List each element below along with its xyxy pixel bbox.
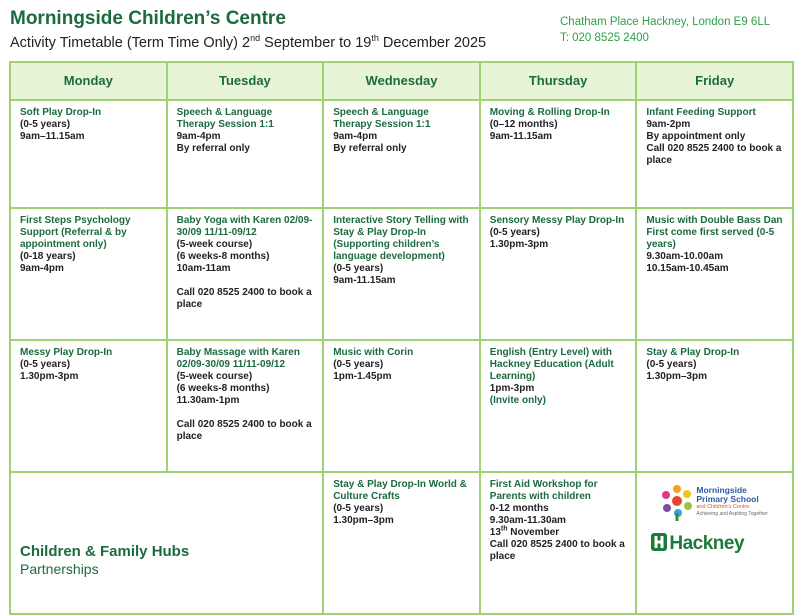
school-logo [659, 483, 789, 523]
timetable-row [10, 208, 793, 340]
hackney-logo [651, 533, 745, 554]
session-detail: (5-week course) [176, 371, 253, 382]
session-detail: 1pm-1.45pm [333, 371, 392, 382]
session-detail: (0-18 years) [20, 251, 76, 262]
hackney-wordmark: Hackney [669, 533, 745, 554]
session-detail: 1.30pm-3pm [20, 371, 79, 382]
timetable-row [10, 100, 793, 208]
timetable-subtitle [10, 34, 486, 52]
school-name [696, 486, 767, 517]
session-detail: Call 020 8525 2400 to book a place [646, 143, 782, 166]
session-detail: 9am-11.15am [333, 275, 396, 286]
hubs-partnership-cell [10, 472, 323, 614]
session-detail: (0–12 months) [489, 119, 558, 130]
school-name-subline: and Children's Centre [696, 504, 750, 510]
session-date-month: November [507, 527, 560, 538]
session-detail: 1.30pm–3pm [333, 515, 394, 526]
session-cell [10, 208, 167, 340]
logos-cell [636, 472, 793, 614]
subtitle-part: Activity Timetable (Term Time Only) 2 [10, 35, 251, 51]
session-date [490, 527, 627, 539]
session-title: Stay & Play Drop-In World & Culture Crafts [333, 479, 467, 502]
timetable [9, 61, 794, 615]
session-detail: (0-5 years) [20, 359, 71, 370]
day-header-monday: Monday [10, 62, 167, 100]
session-title: First Steps Psychology Support (Referral & by appointment only) [20, 215, 131, 250]
timetable-row [10, 472, 793, 614]
session-cell [636, 340, 793, 472]
contact-block [560, 14, 770, 46]
session-cell [323, 340, 480, 472]
sunflower-logo-icon [659, 483, 695, 521]
session-title: First Aid Workshop for Parents with children [489, 479, 598, 502]
booking-info: Call 020 8525 2400 to book a place [176, 287, 312, 310]
session-detail: By appointment only [646, 131, 746, 142]
session-title: Moving & Rolling Drop-In [489, 107, 610, 118]
session-title: Music with Double Bass Dan First come first served (0-5 years) [646, 215, 783, 250]
session-detail: (0-5 years) [333, 503, 384, 514]
session-detail: 0-12 months [489, 503, 549, 514]
session-detail: (6 weeks-8 months) [176, 383, 270, 394]
session-cell [480, 100, 637, 208]
session-title: Infant Feeding Support [646, 107, 756, 118]
address: Chatham Place Hackney, London E9 6LL [560, 16, 771, 28]
day-header-thursday: Thursday [480, 62, 637, 100]
session-detail: (0-5 years) [489, 227, 540, 238]
school-tagline: Achieving and Aspiring Together [696, 511, 768, 517]
session-title: Soft Play Drop-In [20, 107, 102, 118]
session-detail: (0-5 years) [333, 263, 384, 274]
session-cell [10, 340, 167, 472]
session-detail: (0-5 years) [20, 119, 71, 130]
hackney-h-mark-icon [651, 533, 667, 551]
session-detail: 11.30am-1pm [176, 395, 240, 406]
session-detail: 9am-2pm [646, 119, 691, 130]
school-name-line: Morningside [696, 485, 747, 495]
session-title: Stay & Play Drop-In [646, 347, 740, 358]
spacer [177, 407, 314, 419]
telephone: T: 020 8525 2400 [560, 32, 649, 44]
session-detail: 10.15am-10.45am [646, 263, 729, 274]
session-cell [636, 100, 793, 208]
booking-info: Call 020 8525 2400 to book a place [489, 539, 625, 562]
session-title: English (Entry Level) with Hackney Education (Adult Learning) [489, 347, 614, 382]
session-detail: 1pm-3pm [489, 383, 535, 394]
day-header-row [10, 62, 793, 100]
session-detail: 10am-11am [176, 263, 231, 274]
timetable-row [10, 340, 793, 472]
subtitle-sup: th [371, 33, 379, 44]
day-header-friday: Friday [636, 62, 793, 100]
session-title: Interactive Story Telling with Stay & Play Drop-In (Supporting children’s language development) [333, 215, 469, 262]
subtitle-part: December 2025 [378, 35, 487, 51]
session-detail: 9.30am-10.00am [646, 251, 724, 262]
school-name-line: Primary School [696, 494, 759, 504]
session-detail: 9am-4pm [20, 263, 64, 274]
session-date-day: 13 [489, 527, 501, 538]
session-detail: By referral only [176, 143, 250, 154]
session-title: Speech & Language Therapy Session 1:1 [333, 107, 431, 130]
session-cell [480, 472, 637, 614]
session-title: Messy Play Drop-In [20, 347, 113, 358]
session-detail: (5-week course) [176, 239, 253, 250]
session-title: Sensory Messy Play Drop-In [489, 215, 625, 226]
session-title: Baby Yoga with Karen 02/09-30/09 11/11-09/12 [176, 215, 313, 238]
session-detail: 9.30am-11.30am [489, 515, 566, 526]
subtitle-sup: nd [250, 33, 261, 44]
session-cell [323, 208, 480, 340]
session-detail: 9am-4pm [176, 131, 221, 142]
session-cell [323, 472, 480, 614]
session-cell [167, 100, 324, 208]
session-cell [167, 208, 324, 340]
session-detail: (0-5 years) [646, 359, 697, 370]
session-title: Speech & Language Therapy Session 1:1 [176, 107, 274, 130]
session-title: Baby Massage with Karen 02/09-30/09 11/11-09/12 [176, 347, 300, 370]
session-detail: 9am–11.15am [20, 131, 85, 142]
session-note: (Invite only) [489, 395, 546, 406]
spacer [177, 275, 314, 287]
day-header-wednesday: Wednesday [323, 62, 480, 100]
session-detail: (0-5 years) [333, 359, 384, 370]
session-detail: By referral only [333, 143, 407, 154]
session-detail: 1.30pm–3pm [646, 371, 707, 382]
session-cell [480, 208, 637, 340]
subtitle-part: September to 19 [260, 35, 372, 51]
hubs-subtitle: Partnerships [20, 560, 99, 577]
session-cell [167, 340, 324, 472]
session-cell [323, 100, 480, 208]
day-header-tuesday: Tuesday [167, 62, 324, 100]
session-date-suffix: th [500, 525, 508, 533]
session-title: Music with Corin [333, 347, 414, 358]
session-detail: 9am-4pm [333, 131, 378, 142]
session-detail: 9am-11.15am [489, 131, 553, 142]
hubs-title: Children & Family Hubs [20, 542, 190, 560]
session-cell [480, 340, 637, 472]
centre-title: Morningside Children’s Centre [10, 8, 286, 29]
session-cell [636, 208, 793, 340]
page-header [10, 8, 486, 52]
booking-info: Call 020 8525 2400 to book a place [176, 419, 312, 442]
session-detail: (6 weeks-8 months) [176, 251, 270, 262]
session-cell [10, 100, 167, 208]
session-detail: 1.30pm-3pm [489, 239, 549, 250]
